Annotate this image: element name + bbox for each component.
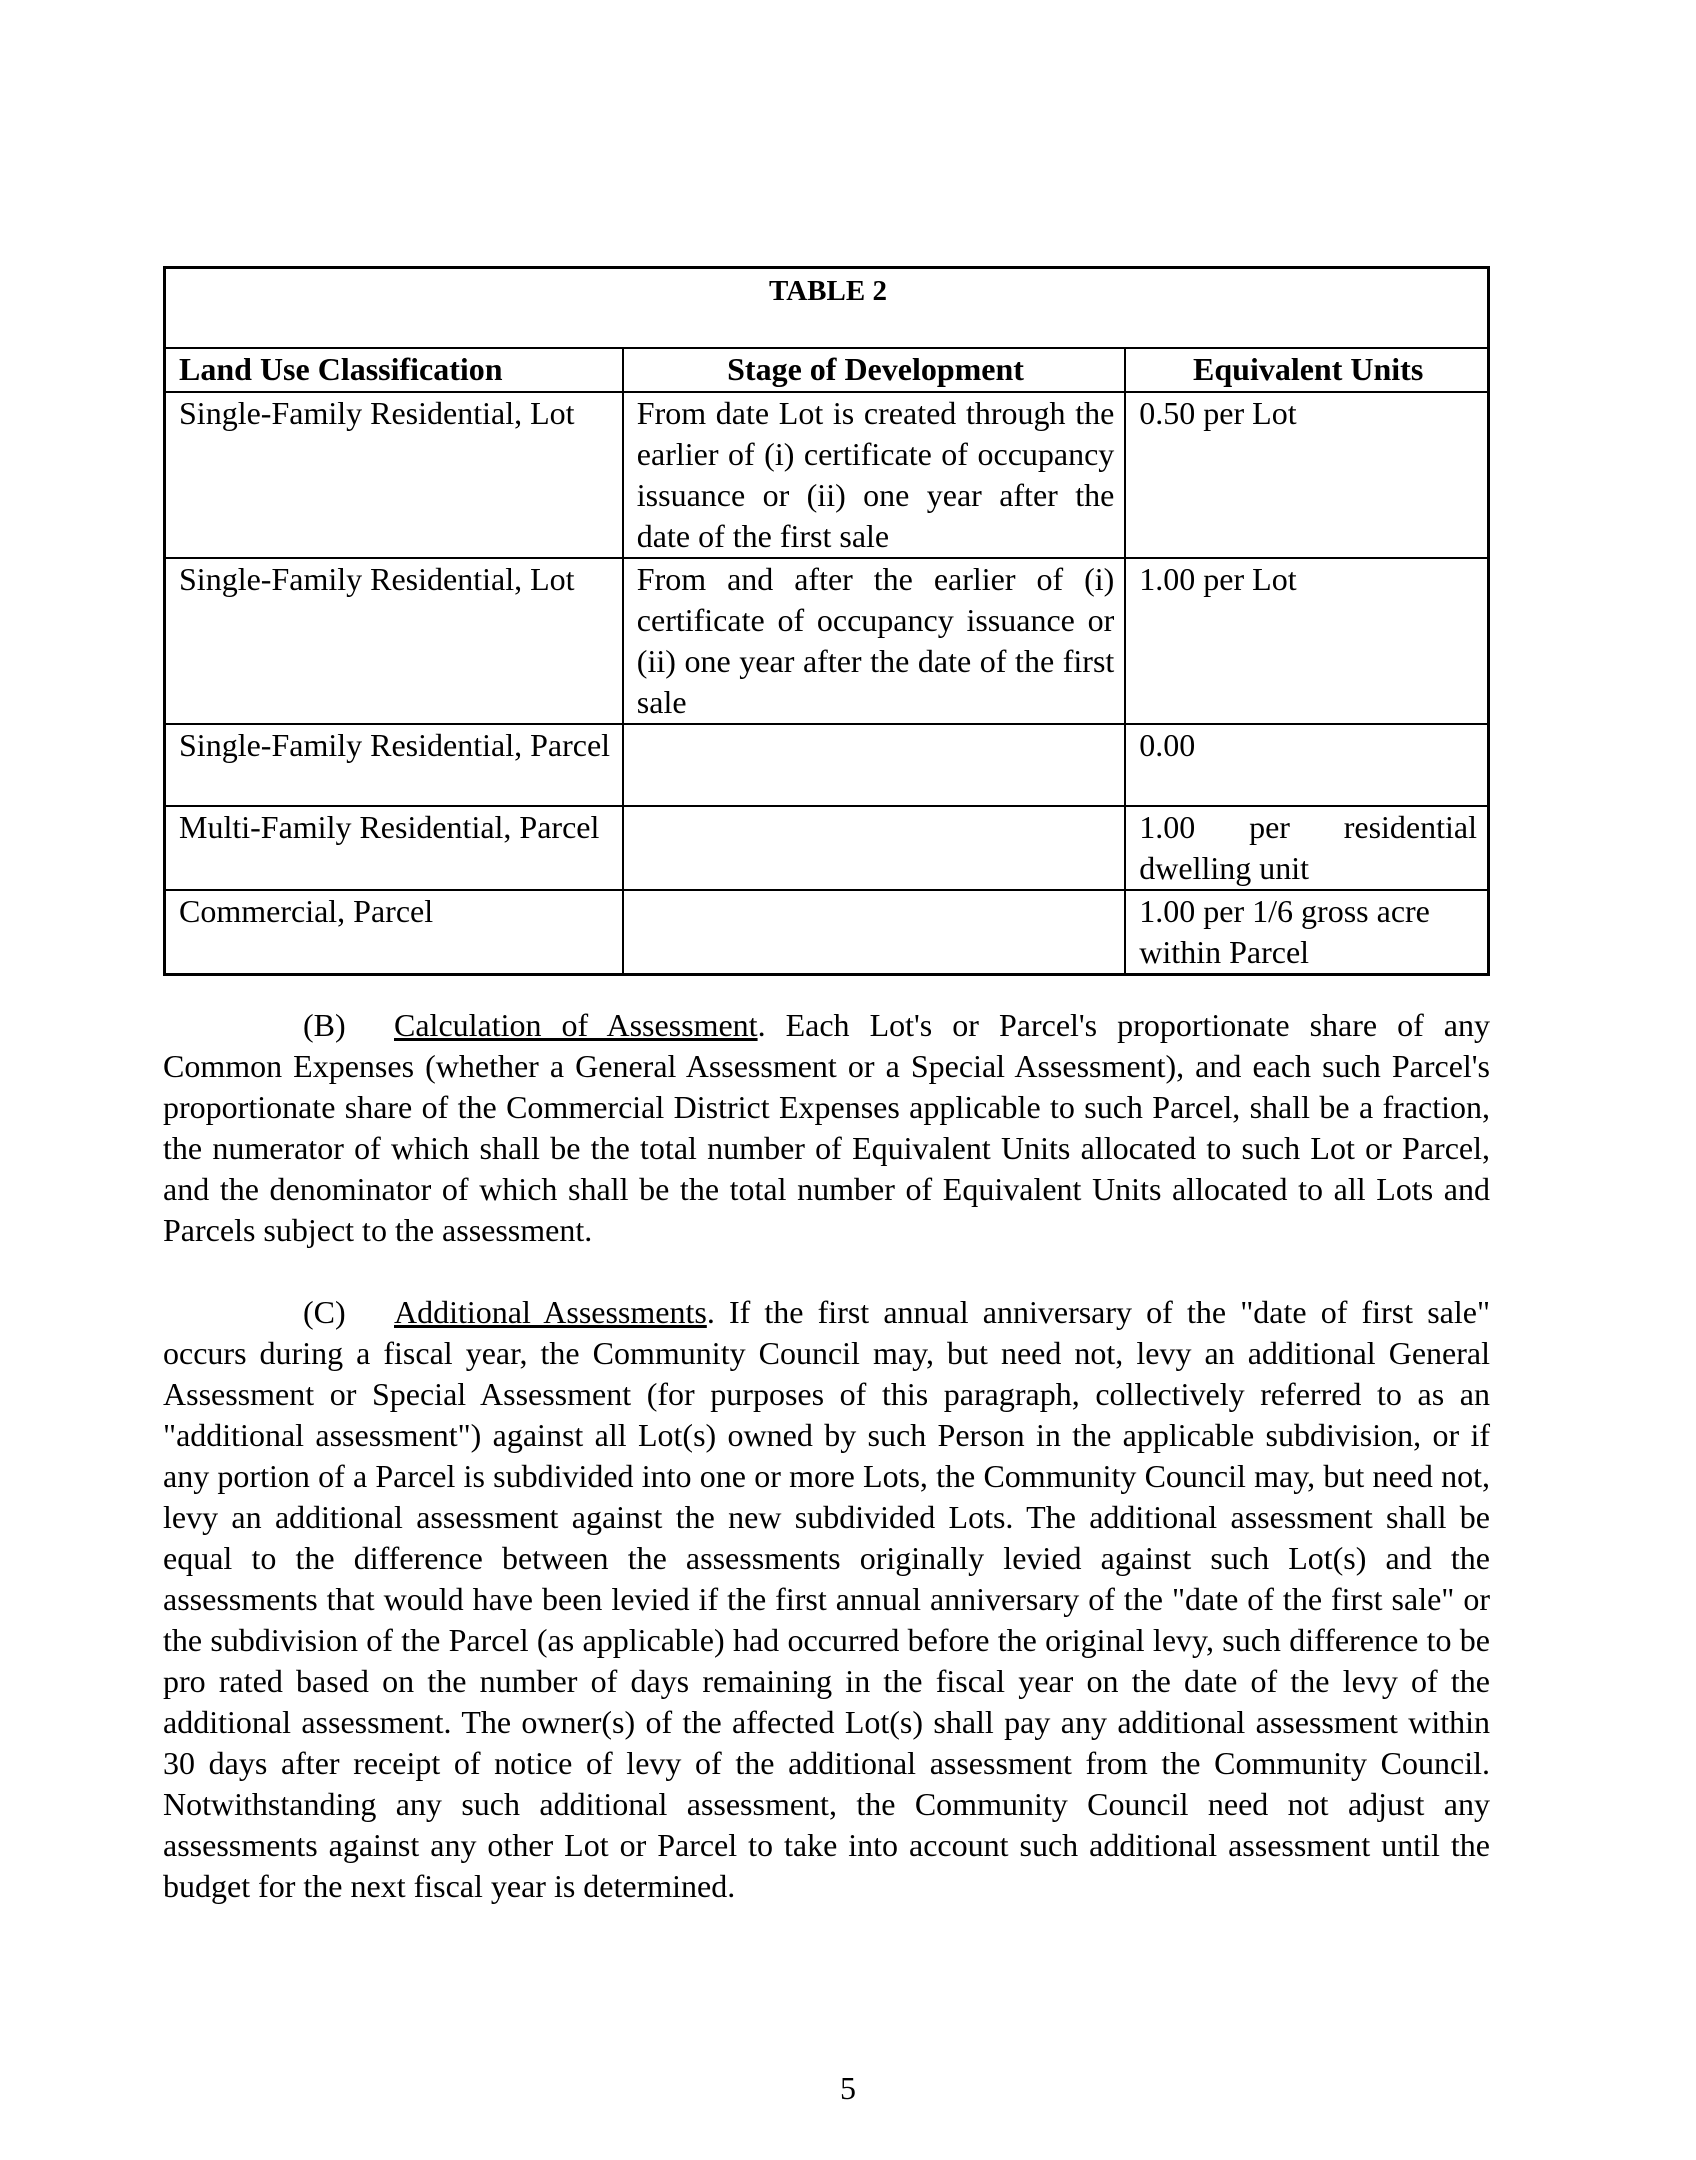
cell-stage: From and after the earlier of (i) certificate of occupancy issuance or (ii) one year after the date of the first sale — [623, 558, 1126, 724]
section-body: . If the first annual anniversary of the "date of first sale" occurs during a fiscal year, the Community Council may, but need not, levy an additional General Assessment or Special Assessment (for purposes of this paragraph, collectively referred to as an "additional assessment") against all Lot(s) owned by such Person in the applicable subdivision, or if any portion of a Parcel is subdivided into one or more Lots, the Community Council may, but need not, levy an additional assessment against the new subdivided Lots. The additional assessment shall be equal to the difference between the assessments originally levied against such Lot(s) and the assessments that would have been levied if the first annual anniversary of the "date of the first sale" or the subdivision of the Parcel (as applicable) had occurred before the original levy, such difference to be pro rated based on the number of days remaining in the fiscal year on the date of the levy of the additional assessment. The owner(s) of the affected Lot(s) shall pay any additional assessment within 30 days after receipt of notice of levy of the additional assessment from the Community Council. Notwithstanding any such additional assessment, the Community Council need not adjust any assessments against any other Lot or Parcel to take into account such additional assessment until the budget for the next fiscal year is determined. — [163, 1294, 1490, 1904]
table-title-row — [165, 268, 1489, 349]
section-heading: Additional Assessments — [394, 1294, 707, 1330]
section-heading: Calculation of Assessment — [394, 1007, 758, 1043]
paragraph-calculation-of-assessment — [163, 1005, 1490, 1251]
cell-classification: Single-Family Residential, Parcel — [165, 724, 623, 806]
cell-stage — [623, 890, 1126, 975]
cell-units: 0.50 per Lot — [1125, 392, 1488, 558]
cell-units: 1.00 per 1/6 gross acre within Parcel — [1125, 890, 1488, 975]
cell-units: 1.00 per Lot — [1125, 558, 1488, 724]
cell-stage — [623, 806, 1126, 890]
cell-classification: Single-Family Residential, Lot — [165, 558, 623, 724]
cell-units: 1.00 per residential dwelling unit — [1125, 806, 1488, 890]
table-row — [165, 806, 1489, 890]
cell-classification: Commercial, Parcel — [165, 890, 623, 975]
table-title: TABLE 2 — [165, 268, 1489, 349]
cell-units: 0.00 — [1125, 724, 1488, 806]
header-equivalent-units: Equivalent Units — [1125, 348, 1488, 392]
paragraph-additional-assessments — [163, 1292, 1490, 1907]
header-land-use-classification: Land Use Classification — [165, 348, 623, 392]
table-row — [165, 392, 1489, 558]
cell-classification: Multi-Family Residential, Parcel — [165, 806, 623, 890]
table-row — [165, 890, 1489, 975]
page-number: 5 — [840, 2070, 856, 2106]
table-row — [165, 724, 1489, 806]
cell-stage — [623, 724, 1126, 806]
section-marker: (C) — [303, 1294, 346, 1330]
section-body: . Each Lot's or Parcel's proportionate share of any Common Expenses (whether a General Assessment or a Special Assessment), and each such Parcel's proportionate share of the Commercial District Expenses applicable to such Parcel, shall be a fraction, the numerator of which shall be the total number of Equivalent Units allocated to such Lot or Parcel, and the denominator of which shall be the total number of Equivalent Units allocated to all Lots and Parcels subject to the assessment. — [163, 1007, 1491, 1248]
equivalent-units-table — [163, 266, 1490, 976]
cell-classification: Single-Family Residential, Lot — [165, 392, 623, 558]
table-row — [165, 558, 1489, 724]
section-marker: (B) — [303, 1007, 346, 1043]
header-stage-of-development: Stage of Development — [623, 348, 1126, 392]
cell-stage: From date Lot is created through the earlier of (i) certificate of occupancy issuance or (ii) one year after the date of the first sale — [623, 392, 1126, 558]
table-header-row — [165, 348, 1489, 392]
